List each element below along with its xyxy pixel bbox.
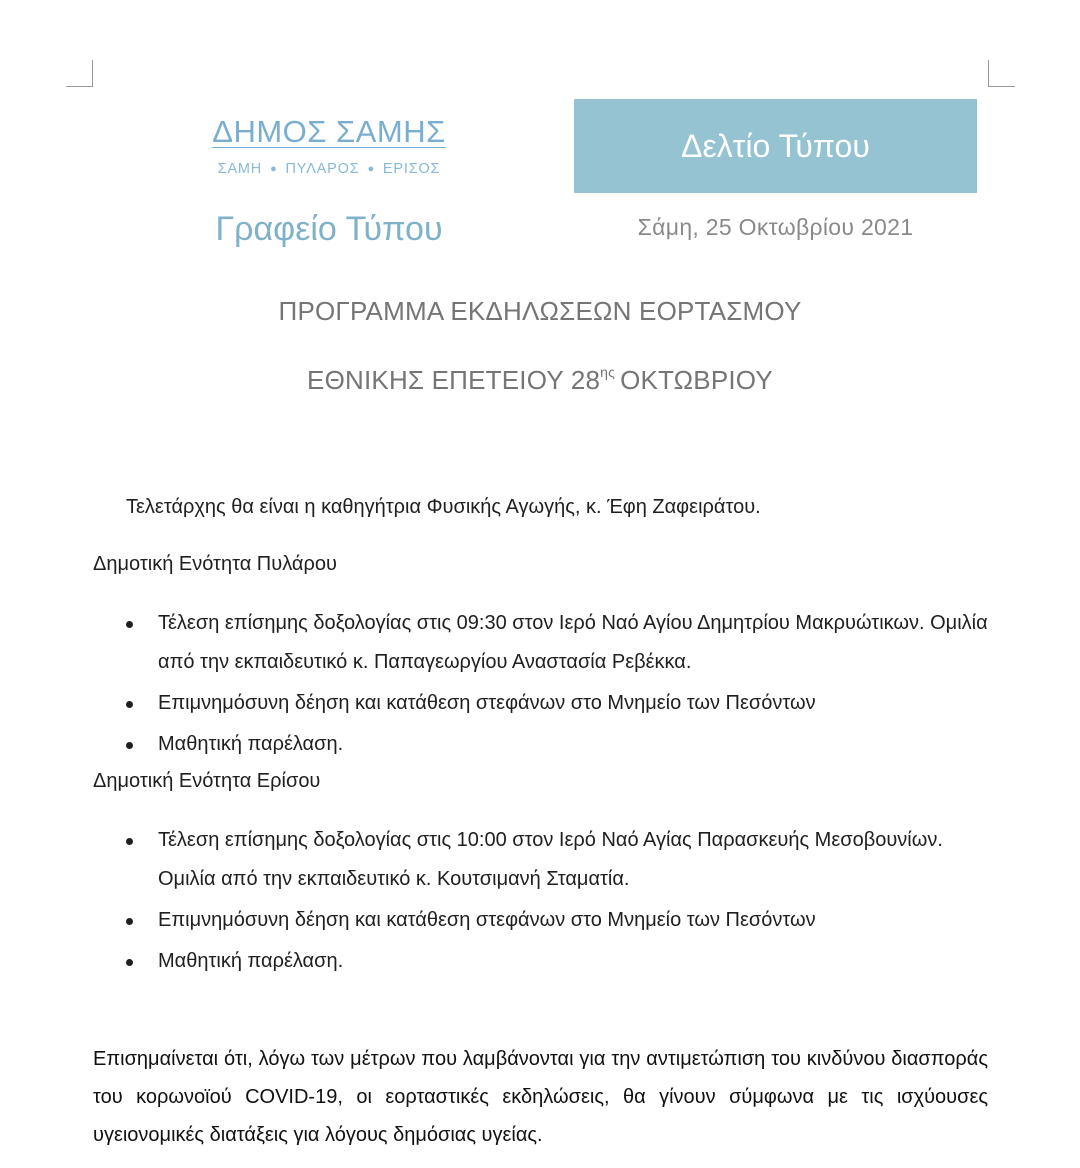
document-title-line-1: ΠΡΟΓΡΑΜΜΑ ΕΚΔΗΛΩΣΕΩΝ ΕΟΡΤΑΣΜΟΥ — [278, 296, 802, 326]
logo-places — [200, 160, 458, 178]
list-item — [93, 684, 1003, 723]
pylaros-event-list — [93, 604, 1003, 766]
section-heading-erisos: Δημοτική Ενότητα Ερίσου — [93, 770, 321, 792]
title-line-2-suffix: ΟΚΤΩΒΡΙΟΥ — [620, 365, 773, 395]
logo-place: ΕΡΙΣΟΣ — [382, 161, 441, 177]
page-corner-top-right-mark — [988, 60, 1015, 87]
bullet-separator-icon: ● — [270, 163, 278, 175]
erisos-event-list — [93, 821, 1003, 983]
title-ordinal-suffix: ης — [600, 364, 616, 380]
page-corner-top-left-mark — [66, 60, 93, 87]
bullet-separator-icon: ● — [367, 163, 375, 175]
list-item — [93, 942, 1003, 981]
list-item-text: Επιμνημόσυνη δέηση και κατάθεση στεφάνων στο Μνημείο των Πεσόντων — [158, 909, 816, 931]
section-heading-pylaros: Δημοτική Ενότητα Πυλάρου — [93, 553, 337, 575]
list-item-text: Μαθητική παρέλαση. — [158, 950, 344, 972]
title-line-2-prefix: ΕΘΝΙΚΗΣ ΕΠΕΤΕΙΟΥ 28 — [307, 365, 601, 395]
bullet-icon — [126, 621, 133, 628]
list-item-text: Τέλεση επίσημης δοξολογίας στις 09:30 στον Ιερό Ναό Αγίου Δημητρίου Μακρυώτικων. Ομιλία από την εκπαιδευτικό κ. Παπαγεωργίου Αναστασία Ρεβέκκα. — [158, 612, 988, 673]
list-item-text: Τέλεση επίσημης δοξολογίας στις 10:00 στον Ιερό Ναό Αγίας Παρασκευής Μεσοβουνίων. Ομιλία από την εκπαιδευτικό κ. Κουτσιμανή Σταματία. — [158, 829, 943, 890]
list-item-text: Επιμνημόσυνη δέηση και κατάθεση στεφάνων στο Μνημείο των Πεσόντων — [158, 692, 816, 714]
bullet-icon — [126, 742, 133, 749]
press-office-title: Γραφείο Τύπου — [215, 210, 443, 248]
date-line: Σάμη, 25 Οκτωβρίου 2021 — [637, 214, 914, 240]
list-item — [93, 725, 1003, 764]
list-item — [93, 901, 1003, 940]
list-item-text: Μαθητική παρέλαση. — [158, 733, 344, 755]
list-item — [93, 604, 1003, 682]
logo-place: ΣΑΜΗ — [217, 161, 263, 177]
bullet-icon — [126, 701, 133, 708]
bullet-icon — [126, 959, 133, 966]
covid-notice-paragraph: Επισημαίνεται ότι, λόγω των μέτρων που λαμβάνονται για την αντιμετώπιση του κινδύνου διασποράς του κορωνοϊού COVID-19, οι εορταστικές εκδηλώσεις, θα γίνουν σύμφωνα με τις ισχύουσες υγειονομικές διατάξεις για λόγους δημόσιας υγείας. — [93, 1048, 988, 1146]
logo-title: ΔΗΜΟΣ ΣΑΜΗΣ — [212, 114, 446, 149]
intro-paragraph: Τελετάρχης θα είναι η καθηγήτρια Φυσικής Αγωγής, κ. Έφη Ζαφειράτου. — [126, 496, 761, 518]
document-title-line-2 — [0, 364, 1080, 396]
list-item — [93, 821, 1003, 899]
logo-place: ΠΥΛΑΡΟΣ — [285, 161, 360, 177]
bullet-icon — [126, 918, 133, 925]
bullet-icon — [126, 838, 133, 845]
press-release-banner — [574, 99, 977, 193]
municipality-logo — [200, 114, 458, 178]
press-release-label: Δελτίο Τύπου — [681, 127, 870, 164]
